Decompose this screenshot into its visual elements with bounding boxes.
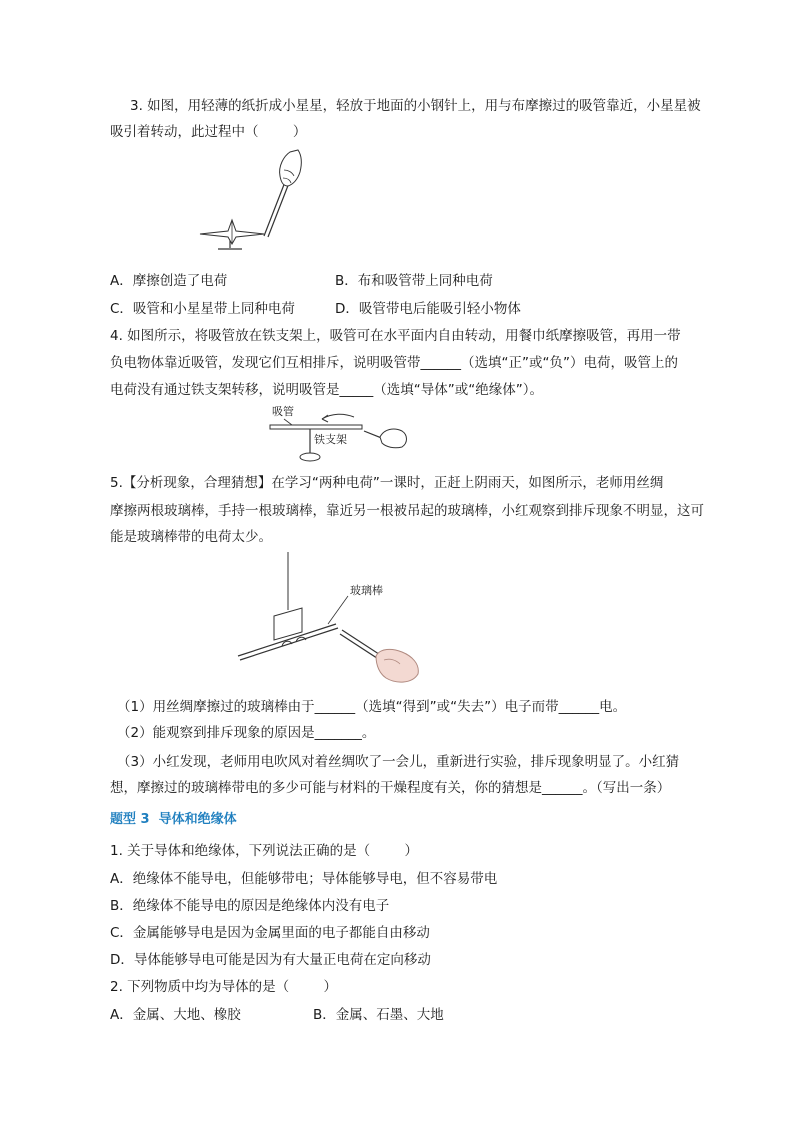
s3q2-option-b[interactable]: B．金属、石墨、大地 — [313, 1007, 444, 1023]
q5-line1: 5.【分析现象，合理猜想】在学习“两种电荷”一课时，正赶上阴雨天，如图所示，老师用丝绸 — [110, 475, 664, 491]
q3-figure-star-straw — [190, 148, 320, 258]
q3-option-d[interactable]: D．吸管带电后能吸引轻小物体 — [335, 301, 521, 317]
s3q1-option-a[interactable]: A．绝缘体不能导电，但能够带电；导体能够导电，但不容易带电 — [110, 871, 498, 887]
q4-line3: 电荷没有通过铁支架转移，说明吸管是_____（选填“导体”或“绝缘体”）。 — [110, 382, 543, 398]
q4-line2: 负电物体靠近吸管，发现它们互相排斥，说明吸管带______（选填“正”或“负”）电荷，吸管上的 — [110, 355, 678, 371]
q3-stem-line2: 吸引着转动，此过程中（ ） — [110, 124, 307, 140]
q5-sub1: （1）用丝绸摩擦过的玻璃棒由于______（选填“得到”或“失去”）电子而带______电。 — [117, 699, 627, 715]
s3q1-option-b[interactable]: B．绝缘体不能导电的原因是绝缘体内没有电子 — [110, 898, 390, 914]
q4-fig-label-straw: 吸管 — [272, 405, 294, 418]
q5-fig-label-rod: 玻璃棒 — [350, 584, 383, 597]
q5-sub3-line2: 想，摩擦过的玻璃棒带电的多少可能与材料的干燥程度有关，你的猜想是______。（写出一条） — [110, 780, 671, 796]
q4-fig-label-stand: 铁支架 — [314, 433, 347, 446]
q3-stem-line1: 3. 如图，用轻薄的纸折成小星星，轻放于地面的小钢针上，用与布摩擦过的吸管靠近，小星星被 — [130, 98, 701, 114]
q5-line3: 能是玻璃棒带的电荷太少。 — [110, 529, 272, 545]
q5-sub3-line1: （3）小红发现，老师用电吹风对着丝绸吹了一会儿，重新进行实验，排斥现象明显了。小红猜 — [117, 754, 680, 770]
s3q2-option-a[interactable]: A．金属、大地、橡胶 — [110, 1007, 241, 1023]
q5-line2: 摩擦两根玻璃棒，手持一根玻璃棒，靠近另一根被吊起的玻璃棒，小红观察到排斥现象不明显，这可 — [110, 503, 704, 519]
s3q1-option-c[interactable]: C．金属能够导电是因为金属里面的电子都能自由移动 — [110, 925, 430, 941]
q4-figure-straw-stand — [262, 403, 422, 465]
q3-option-a[interactable]: A．摩擦创造了电荷 — [110, 273, 228, 289]
s3q1-stem: 1. 关于导体和绝缘体，下列说法正确的是（ ） — [110, 843, 419, 859]
section-title: 题型 3 导体和绝缘体 — [110, 812, 237, 827]
q5-sub2: （2）能观察到排斥现象的原因是_______。 — [117, 725, 376, 741]
s3q1-option-d[interactable]: D．导体能够导电可能是因为有大量正电荷在定向移动 — [110, 952, 431, 968]
q4-line1: 4. 如图所示，将吸管放在铁支架上，吸管可在水平面内自由转动，用餐巾纸摩擦吸管，再用一带 — [110, 328, 681, 344]
q3-option-b[interactable]: B．布和吸管带上同种电荷 — [335, 273, 493, 289]
q3-option-c[interactable]: C．吸管和小星星带上同种电荷 — [110, 301, 295, 317]
q5-figure-glass-rods — [236, 552, 426, 687]
s3q2-stem: 2. 下列物质中均为导体的是（ ） — [110, 979, 338, 995]
